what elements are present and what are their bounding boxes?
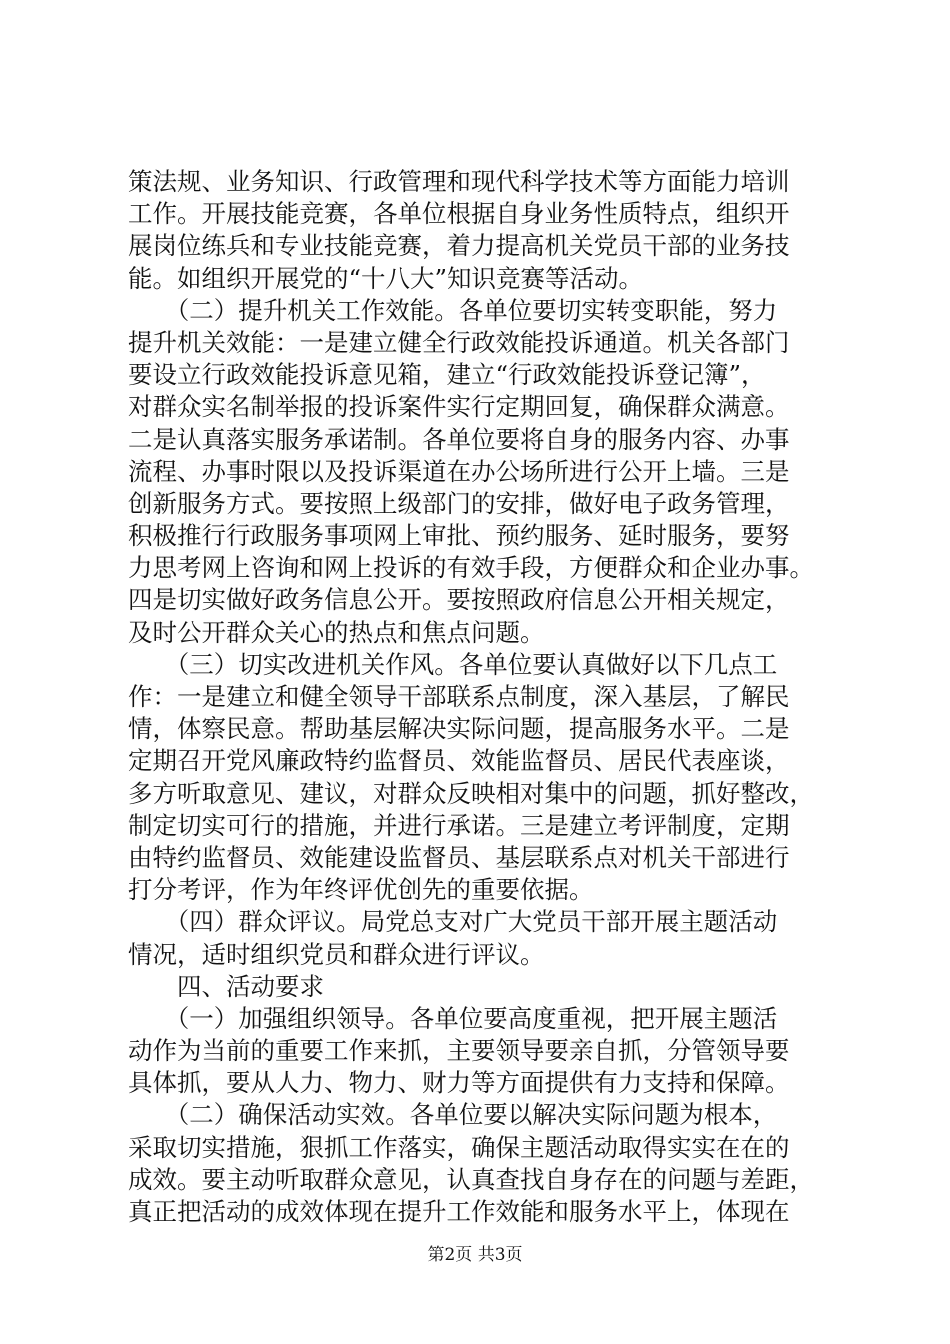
text-line: 能。如组织开展党的“十八大”知识竞赛等活动。 — [128, 263, 644, 293]
text-line: 作：一是建立和健全领导干部联系点制度，深入基层，了解民 — [128, 682, 790, 711]
text-line: 展岗位练兵和专业技能竞赛，着力提高机关党员干部的业务技 — [128, 231, 790, 261]
text-line: 情，体察民意。帮助基层解决实际问题，提高服务水平。二是 — [128, 714, 790, 744]
text-line: 制定切实可行的措施，并进行承诺。三是建立考评制度，定期 — [128, 810, 790, 840]
text-line: 四是切实做好政务信息公开。要按照政府信息公开相关规定， — [128, 585, 790, 615]
text-line: 四、活动要求 — [128, 971, 324, 1001]
text-line: 对群众实名制举报的投诉案件实行定期回复，确保群众满意。 — [128, 392, 790, 422]
text-line: 情况，适时组织党员和群众进行评议。 — [128, 939, 545, 969]
text-line: （二）确保活动实效。各单位要以解决实际问题为根本， — [128, 1100, 778, 1130]
text-line: 提升机关效能：一是建立健全行政效能投诉通道。机关各部门 — [128, 327, 790, 357]
text-line: 力思考网上咨询和网上投诉的有效手段，方便群众和企业办事。 — [128, 553, 814, 583]
text-line: （三）切实改进机关作风。各单位要认真做好以下几点工 — [128, 649, 778, 679]
text-line: 打分考评，作为年终评优创先的重要依据。 — [128, 875, 594, 905]
text-line: （四）群众评议。局党总支对广大党员干部开展主题活动 — [128, 907, 778, 937]
text-line: 定期召开党风廉政特约监督员、效能监督员、居民代表座谈， — [128, 746, 790, 776]
text-line: 真正把活动的成效体现在提升工作效能和服务水平上，体现在 — [128, 1197, 790, 1226]
text-line: 多方听取意见、建议，对群众反映相对集中的问题，抓好整改， — [128, 778, 814, 808]
text-line: 采取切实措施，狠抓工作落实，确保主题活动取得实实在在的 — [128, 1132, 790, 1162]
document-body — [128, 166, 828, 1228]
text-line: 成效。要主动听取群众意见，认真查找自身存在的问题与差距， — [128, 1164, 814, 1194]
page-footer: 第2页 共3页 — [427, 1245, 523, 1265]
text-line: 动作为当前的重要工作来抓，主要领导要亲自抓，分管领导要 — [128, 1036, 790, 1066]
text-line: 创新服务方式。要按照上级部门的安排，做好电子政务管理， — [128, 488, 790, 518]
text-line: 要设立行政效能投诉意见箱，建立“行政效能投诉登记簿”， — [128, 360, 766, 390]
text-line: 及时公开群众关心的热点和焦点问题。 — [128, 617, 545, 647]
text-line: 由特约监督员、效能建设监督员、基层联系点对机关干部进行 — [128, 842, 790, 872]
text-line: 二是认真落实服务承诺制。各单位要将自身的服务内容、办事 — [128, 424, 790, 454]
text-line: 积极推行行政服务事项网上审批、预约服务、延时服务，要努 — [128, 521, 790, 551]
text-line: 流程、办事时限以及投诉渠道在办公场所进行公开上墙。三是 — [128, 456, 790, 486]
text-line: （一）加强组织领导。各单位要高度重视，把开展主题活 — [128, 1003, 778, 1033]
text-line: （二）提升机关工作效能。各单位要切实转变职能，努力 — [128, 295, 778, 325]
text-line: 具体抓，要从人力、物力、财力等方面提供有力支持和保障。 — [128, 1068, 790, 1098]
text-line: 工作。开展技能竞赛，各单位根据自身业务性质特点，组织开 — [128, 199, 790, 229]
text-line: 策法规、业务知识、行政管理和现代科学技术等方面能力培训 — [128, 167, 790, 196]
